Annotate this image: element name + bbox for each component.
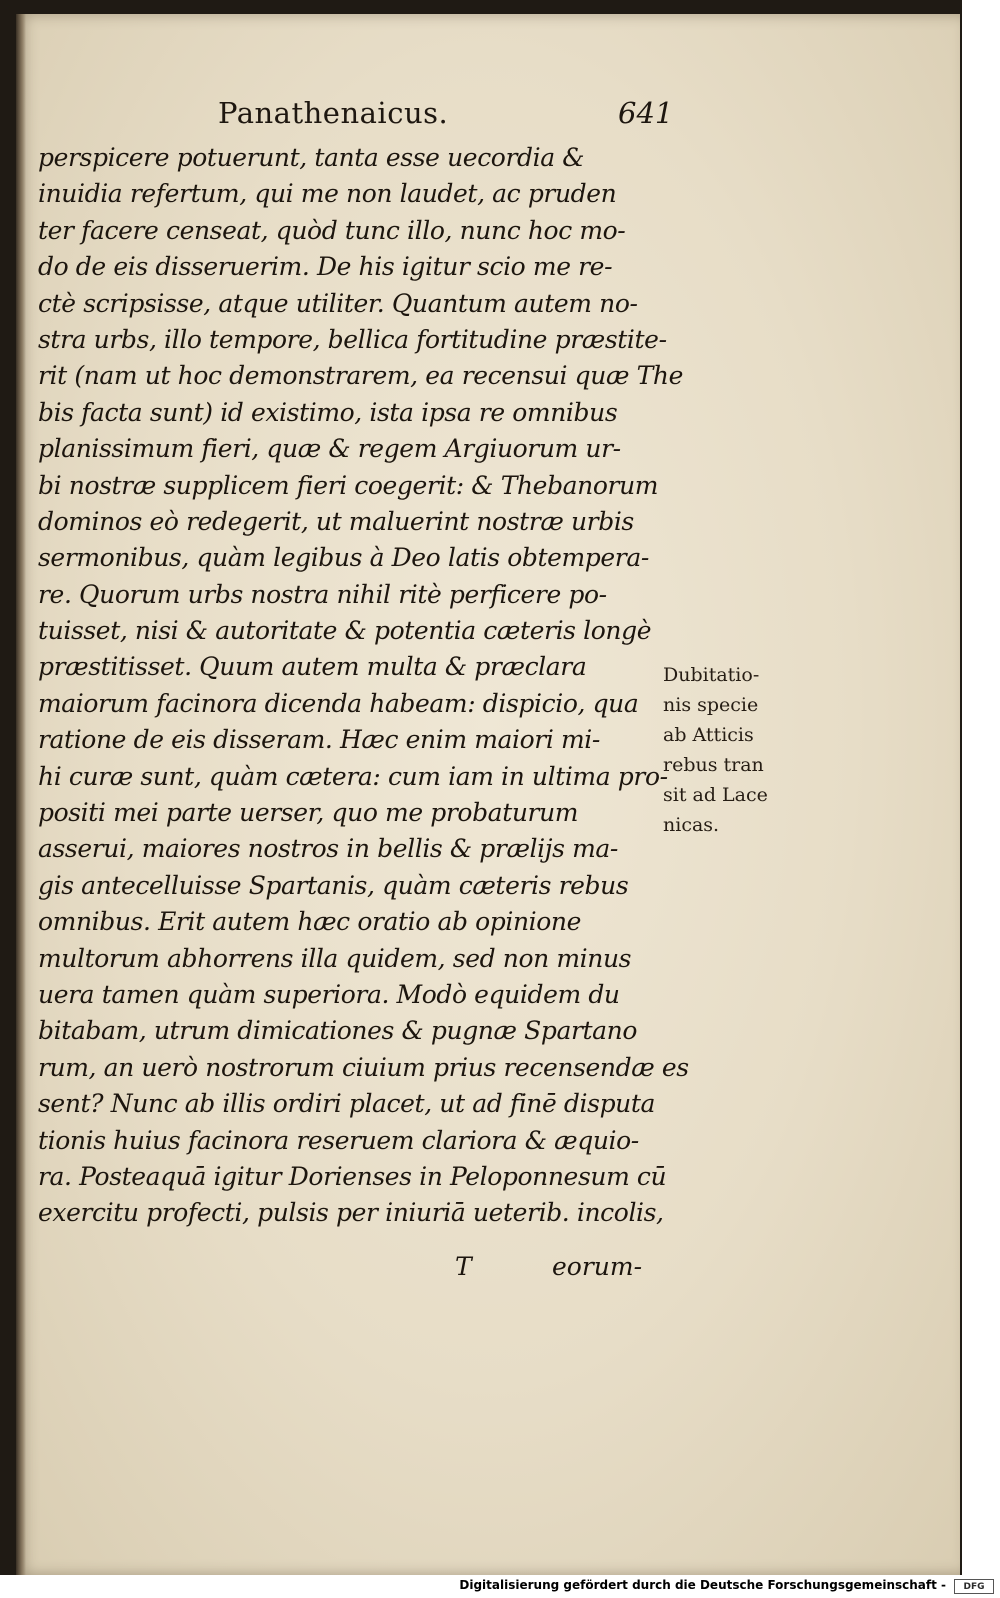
text-line: sermonibus, quàm legibus à Deo latis obtempera- (38, 543, 649, 573)
catchword: eorum- (552, 1252, 643, 1281)
text-line: stra urbs, illo tempore, bellica fortitudine præstite- (38, 324, 667, 354)
text-line: positi mei parte uerser, quo me probaturum (38, 798, 579, 828)
footer (0, 1576, 1000, 1598)
dfg-logo-icon: DFG (954, 1579, 994, 1594)
text-line: uera tamen quàm superiora. Modò equidem du (38, 979, 620, 1009)
text-line: hi curæ sunt, quàm cætera: cum iam in ultima pro- (38, 761, 668, 791)
running-head: Panathenaicus. (218, 96, 449, 130)
page-gutter (16, 14, 26, 1575)
marginal-line: rebus tran (663, 754, 764, 776)
text-line: re. Quorum urbs nostra nihil ritè perficere po- (38, 579, 607, 609)
signature-mark: T (455, 1252, 472, 1281)
text-line: ctè scripsisse, atque utiliter. Quantum autem no- (38, 288, 638, 318)
text-line: multorum abhorrens illa quidem, sed non minus (38, 943, 632, 973)
text-line: omnibus. Erit autem hæc oratio ab opinione (38, 907, 582, 937)
marginal-line: Dubitatio- (663, 664, 760, 686)
text-line: inuidia refertum, qui me non laudet, ac pruden (38, 179, 617, 209)
text-line: bis facta sunt) id existimo, ista ipsa re omnibus (38, 397, 618, 427)
text-line: dominos eò redegerit, ut maluerint nostræ urbis (38, 506, 634, 536)
marginal-note (663, 660, 803, 840)
text-line: gis antecelluisse Spartanis, quàm cæteris rebus (38, 870, 629, 900)
marginal-line: ab Atticis (663, 724, 754, 746)
text-line: ratione de eis disseram. Hæc enim maiori mi- (38, 725, 600, 755)
text-line: bi nostræ supplicem fieri coegerit: & Thebanorum (38, 470, 659, 500)
text-line: ra. Posteaquā igitur Dorienses in Peloponnesum cū (38, 1161, 667, 1191)
text-line: ter facere censeat, quòd tunc illo, nunc hoc mo- (38, 215, 626, 245)
text-line: perspicere potuerunt, tanta esse uecordia & (38, 143, 585, 172)
text-line: bitabam, utrum dimicationes & pugnæ Spartano (38, 1016, 638, 1046)
text-line: asserui, maiores nostros in bellis & prælijs ma- (38, 834, 618, 864)
body-text (38, 140, 689, 1232)
text-line: rit (nam ut hoc demonstrarem, ea recensui quæ The (38, 361, 683, 391)
funding-credit: Digitalisierung gefördert durch die Deutsche Forschungsgemeinschaft - (459, 1578, 946, 1592)
page-number: 641 (618, 96, 674, 130)
text-line: exercitu profecti, pulsis per iniuriā ueterib. incolis, (38, 1198, 664, 1228)
text-line: do de eis disseruerim. De his igitur scio me re- (38, 252, 613, 282)
marginal-line: sit ad Lace (663, 784, 768, 806)
text-line: rum, an uerò nostrorum ciuium prius recensendæ es (38, 1052, 689, 1082)
text-line: sent? Nunc ab illis ordiri placet, ut ad finē disputa (38, 1089, 656, 1119)
text-line: planissimum fieri, quæ & regem Argiuorum ur- (38, 434, 621, 464)
text-line: maiorum facinora dicenda habeam: dispicio, qua (38, 688, 639, 718)
text-line: præstitisset. Quum autem multa & præclara (38, 652, 587, 682)
text-line: tionis huius facinora reseruem clariora & æquio- (38, 1125, 639, 1155)
marginal-line: nis specie (663, 694, 759, 716)
marginal-line: nicas. (663, 814, 720, 836)
text-line: tuisset, nisi & autoritate & potentia cæteris longè (38, 616, 652, 646)
